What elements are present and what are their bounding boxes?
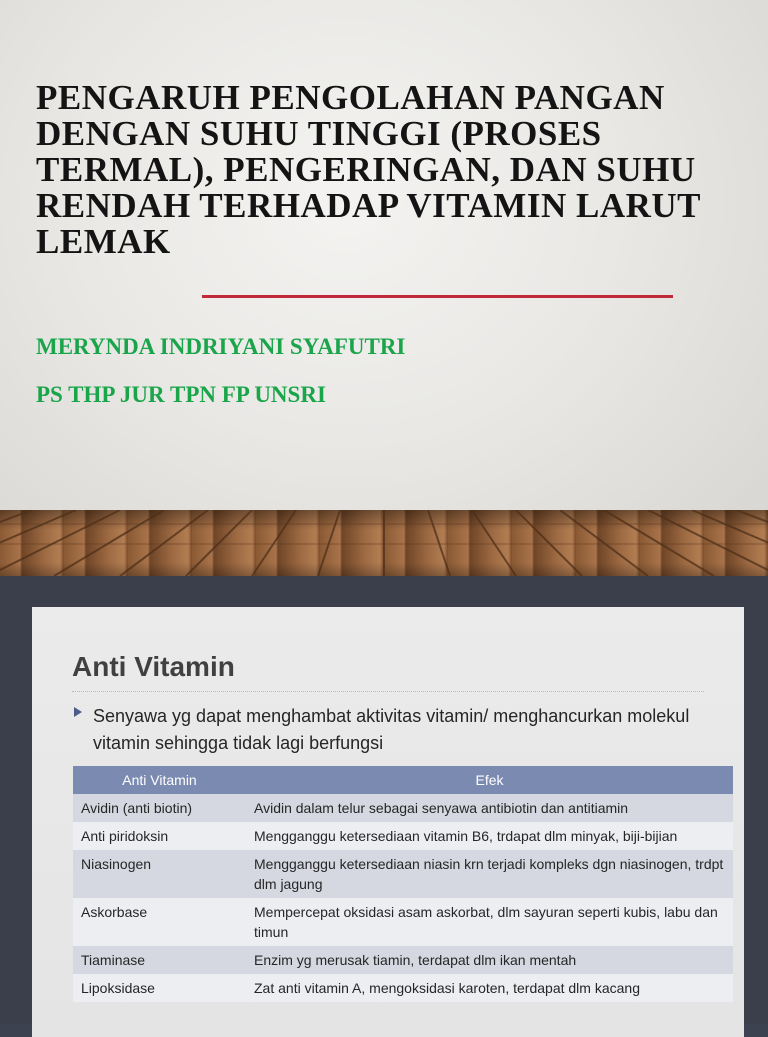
title-line: PENGARUH PENGOLAHAN PANGAN xyxy=(36,78,665,117)
table-row xyxy=(73,898,733,946)
table-cell: Mengganggu ketersediaan vitamin B6, trdapat dlm minyak, biji-bijian xyxy=(246,822,733,850)
table-cell: Tiaminase xyxy=(73,946,246,974)
table-cell: Askorbase xyxy=(73,898,246,946)
table-row xyxy=(73,850,733,898)
anti-vitamin-slide xyxy=(32,607,744,1037)
table-row xyxy=(73,794,733,822)
bullet-text: Senyawa yg dapat menghambat aktivitas vitamin/ menghancurkan molekul vitamin sehingga tidak lagi berfungsi xyxy=(93,706,690,753)
column-header-anti-vitamin: Anti Vitamin xyxy=(73,766,246,794)
title-line: TERMAL), PENGERINGAN, DAN SUHU xyxy=(36,150,696,189)
author-name: MERYNDA INDRIYANI SYAFUTRI xyxy=(36,334,406,359)
wood-floor-perspective xyxy=(0,510,768,576)
table-row xyxy=(73,974,733,1002)
slide-heading: Anti Vitamin xyxy=(72,651,235,682)
department-name: PS THP JUR TPN FP UNSRI xyxy=(36,382,326,407)
table-cell: Mengganggu ketersediaan niasin krn terjadi kompleks dgn niasinogen, trdpt dlm jagung xyxy=(246,850,733,898)
slide-title xyxy=(36,80,736,260)
title-line: DENGAN SUHU TINGGI (PROSES xyxy=(36,114,602,153)
title-line: LEMAK xyxy=(36,222,171,261)
title-line: RENDAH TERHADAP VITAMIN LARUT xyxy=(36,186,701,225)
table-cell: Avidin dalam telur sebagai senyawa antibiotin dan antitiamin xyxy=(246,794,733,822)
triangle-bullet-icon xyxy=(74,707,82,717)
table-row xyxy=(73,822,733,850)
table-cell: Enzim yg merusak tiamin, terdapat dlm ikan mentah xyxy=(246,946,733,974)
heading-divider xyxy=(72,691,704,692)
table-cell: Niasinogen xyxy=(73,850,246,898)
table-cell: Anti piridoksin xyxy=(73,822,246,850)
table-cell: Lipoksidase xyxy=(73,974,246,1002)
table-cell: Mempercepat oksidasi asam askorbat, dlm sayuran seperti kubis, labu dan timun xyxy=(246,898,733,946)
table-header-row xyxy=(73,766,733,794)
table-row xyxy=(73,946,733,974)
wood-floor-decoration xyxy=(0,510,768,576)
title-divider xyxy=(202,295,673,298)
column-header-efek: Efek xyxy=(246,766,733,794)
table-cell: Avidin (anti biotin) xyxy=(73,794,246,822)
anti-vitamin-table xyxy=(73,766,733,1002)
table-cell: Zat anti vitamin A, mengoksidasi karoten, terdapat dlm kacang xyxy=(246,974,733,1002)
